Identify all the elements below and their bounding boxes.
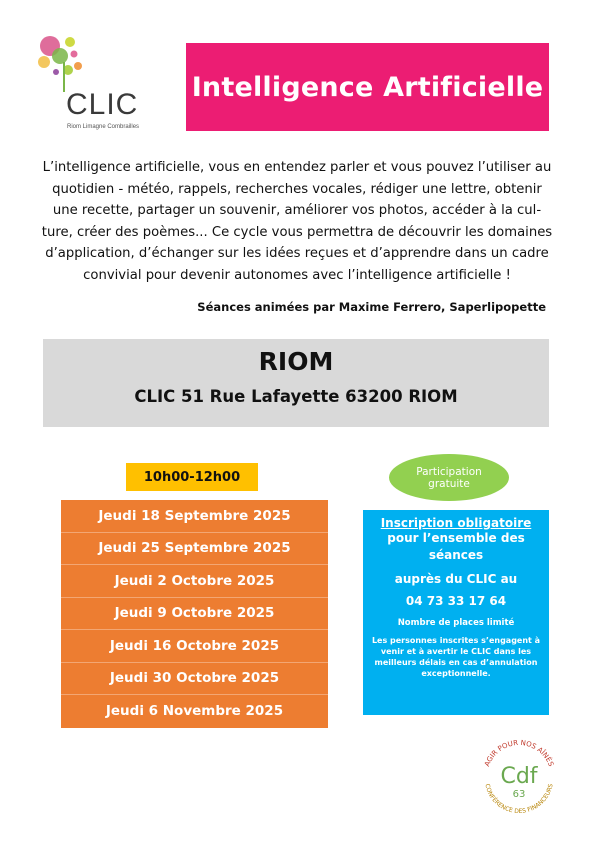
date-item: Jeudi 30 Octobre 2025 (61, 663, 328, 696)
animated-by: Séances animées par Maxime Ferrero, Saperlipopette (197, 300, 546, 314)
clic-circles-icon (30, 32, 110, 92)
inscription-box (363, 510, 549, 715)
cdf-top-text: AGIR POUR NOS AÎNÉS (483, 738, 555, 768)
cdf-number: 63 (512, 789, 526, 800)
intro-line: quotidien - météo, rappels, recherches vocales, rédiger une lettre, obtenir (52, 181, 542, 197)
clic-logo-name: CLIC (66, 88, 139, 121)
inscription-note (363, 635, 549, 679)
participation-line: gratuite (428, 477, 470, 490)
page-title: Intelligence Artificielle (191, 71, 544, 103)
location-box (43, 339, 549, 427)
inscription-note-line: meilleurs délais en cas d’annulation (374, 658, 538, 667)
date-item: Jeudi 16 Octobre 2025 (61, 630, 328, 663)
participation-badge (389, 454, 509, 501)
dates-list (61, 500, 328, 728)
clic-logo-subtitle: Riom Limagne Combrailles (67, 124, 140, 130)
inscription-note-line: Les personnes inscrites s’engagent à (371, 636, 541, 645)
inscription-title: Inscription obligatoire (380, 516, 532, 530)
date-item: Jeudi 6 Novembre 2025 (105, 703, 284, 720)
date-item: Jeudi 25 Septembre 2025 (61, 533, 328, 566)
intro-line: d’application, d’échanger sur les idées reçues et d’apprendre dans un cadre (45, 246, 549, 262)
participation-line: Participation (416, 465, 482, 478)
cdf-bottom-text: CONFÉRENCE DES FINANCEURS (483, 783, 555, 816)
inscription-line: pour l’ensemble des (387, 531, 525, 545)
location-address: CLIC 51 Rue Lafayette 63200 RIOM (134, 387, 458, 406)
inscription-note-line: venir et à avertir le CLIC dans les (380, 647, 532, 656)
location-city: RIOM (258, 347, 334, 376)
time-badge: 10h00-12h00 (126, 463, 258, 491)
cdf-seal-icon (475, 733, 563, 821)
intro-line: une recette, partager un souvenir, améliorer vos photos, accéder à la cul- (52, 203, 542, 219)
date-item: Jeudi 2 Octobre 2025 (61, 565, 328, 598)
cdf-logo (475, 733, 563, 821)
inscription-note-line: exceptionnelle. (421, 669, 491, 678)
intro-line: ture, créer des poèmes... Ce cycle vous permettra de découvrir les domaines (41, 224, 553, 240)
intro-paragraph (36, 157, 558, 287)
title-banner (186, 43, 549, 131)
clic-logo (30, 32, 155, 140)
inscription-places: Nombre de places limité (397, 618, 515, 628)
inscription-aupres: auprès du CLIC au (394, 572, 518, 586)
inscription-phone: 04 73 33 17 64 (405, 594, 507, 608)
cdf-mark: Cdf (500, 764, 538, 789)
date-item: Jeudi 18 Septembre 2025 (61, 500, 328, 533)
intro-line: L’intelligence artificielle, vous en entendez parler et vous pouvez l’utiliser au (42, 160, 552, 175)
date-item: Jeudi 9 Octobre 2025 (61, 598, 328, 631)
intro-line: convivial pour devenir autonomes avec l’intelligence artificielle ! (83, 267, 511, 283)
inscription-line: séances (428, 548, 484, 562)
